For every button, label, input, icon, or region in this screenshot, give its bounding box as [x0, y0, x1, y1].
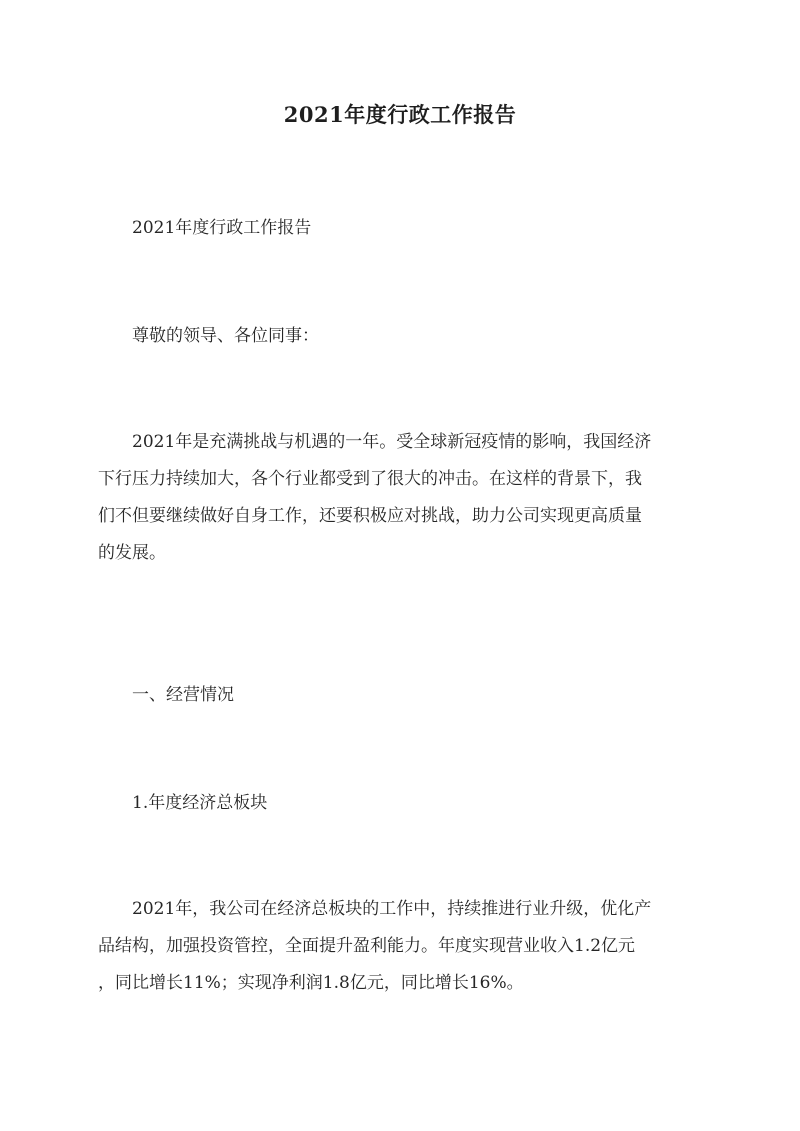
subsection-heading-text: 1.年度经济总板块 — [132, 793, 268, 813]
intro-line: 2021年是充满挑战与机遇的一年。受全球新冠疫情的影响，我国经济 — [132, 432, 652, 452]
subtitle-text: 2021年度行政工作报告 — [132, 218, 312, 238]
document-title: 2021年度行政工作报告 — [283, 102, 517, 127]
salutation-text: 尊敬的领导、各位同事： — [132, 326, 319, 346]
economy-line: ，同比增长11%；实现净利润1.8亿元，同比增长16%。 — [98, 973, 524, 993]
intro-line: 们不但要继续做好自身工作，还要积极应对挑战，助力公司实现更高质量 — [98, 506, 642, 526]
subsection-heading-economy — [98, 785, 702, 822]
section-heading-operations — [98, 677, 702, 714]
intro-paragraph — [98, 424, 702, 572]
economy-line: 2021年，我公司在经济总板块的工作中，持续推进行业升级，优化产 — [132, 899, 652, 919]
document-subtitle — [98, 210, 702, 247]
economy-line: 品结构，加强投资管控，全面提升盈利能力。年度实现营业收入1.2亿元 — [98, 936, 636, 956]
economy-paragraph — [98, 891, 702, 1002]
section-heading-text: 一、经营情况 — [132, 685, 234, 705]
intro-line: 的发展。 — [98, 543, 166, 563]
intro-line: 下行压力持续加大，各个行业都受到了很大的冲击。在这样的背景下，我 — [98, 469, 642, 489]
salutation — [98, 318, 702, 355]
